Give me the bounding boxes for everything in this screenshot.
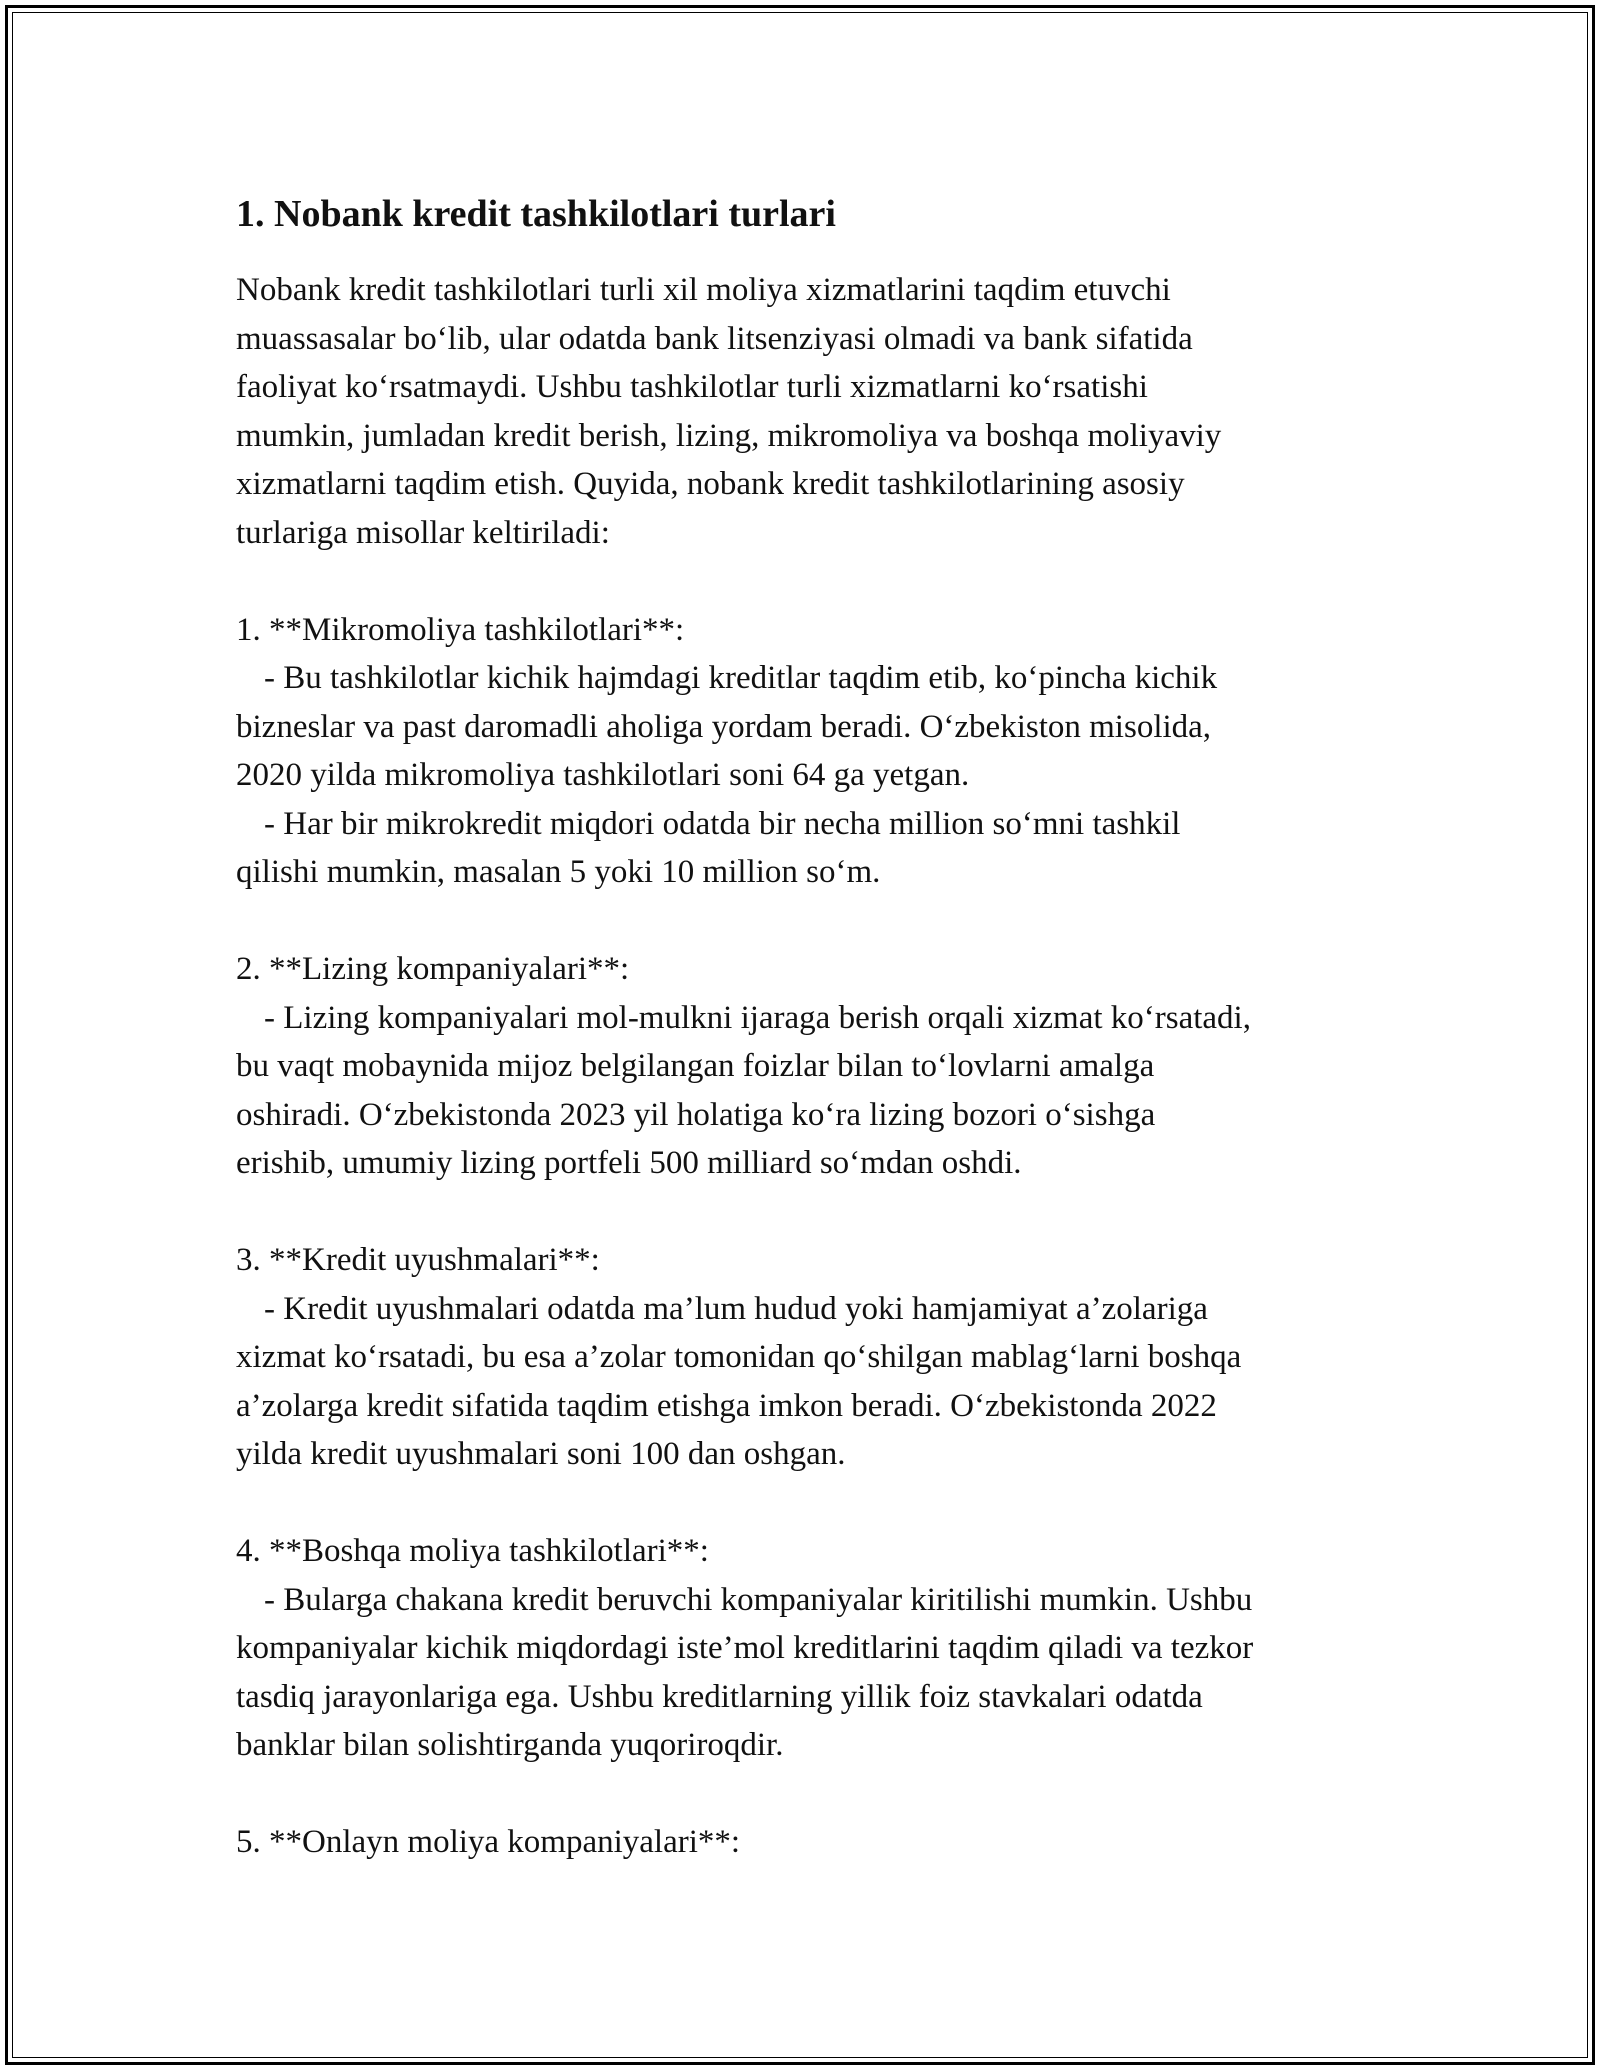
section-credit-unions bbox=[236, 1236, 1416, 1479]
section-line: xizmat ko‘rsatadi, bu esa a’zolar tomonidan qo‘shilgan mablag‘larni boshqa bbox=[236, 1339, 1242, 1375]
intro-line: turlariga misollar keltiriladi: bbox=[236, 514, 610, 551]
intro-paragraph bbox=[236, 266, 1416, 557]
section-microfinance bbox=[236, 606, 1416, 897]
section-line: kompaniyalar kichik miqdordagi iste’mol kreditlarini taqdim qiladi va tezkor bbox=[236, 1630, 1254, 1666]
section-line: - Bularga chakana kredit beruvchi kompaniyalar kiritilishi mumkin. Ushbu bbox=[264, 1581, 1253, 1618]
spacer bbox=[236, 1770, 1416, 1819]
section-line: banklar bilan solishtirganda yuqoriroqdir. bbox=[236, 1727, 784, 1763]
section-heading: 4. **Boshqa moliya tashkilotlari**: bbox=[236, 1533, 709, 1569]
document-body bbox=[236, 188, 1416, 1867]
section-line: oshiradi. O‘zbekistonda 2023 yil holatiga ko‘ra lizing bozori o‘sishga bbox=[236, 1096, 1156, 1133]
section-heading: 2. **Lizing kompaniyalari**: bbox=[236, 951, 630, 987]
intro-line: faoliyat ko‘rsatmaydi. Ushbu tashkilotlar turli xizmatlarni ko‘rsatishi bbox=[236, 369, 1148, 405]
section-line: - Lizing kompaniyalari mol-mulkni ijaraga berish orqali xizmat ko‘rsatadi, bbox=[264, 999, 1251, 1036]
section-line: bu vaqt mobaynida mijoz belgilangan foizlar bilan to‘lovlarni amalga bbox=[236, 1048, 1155, 1084]
spacer bbox=[236, 1479, 1416, 1528]
intro-line: mumkin, jumladan kredit berish, lizing, mikromoliya va boshqa moliyaviy bbox=[236, 417, 1222, 454]
document-title: 1. Nobank kredit tashkilotlari turlari bbox=[236, 193, 836, 235]
section-heading: 3. **Kredit uyushmalari**: bbox=[236, 1242, 600, 1278]
section-line: bizneslar va past daromadli aholiga yordam beradi. O‘zbekiston misolida, bbox=[236, 708, 1212, 745]
section-line: tasdiq jarayonlariga ega. Ushbu kreditlarning yillik foiz stavkalari odatda bbox=[236, 1678, 1203, 1715]
section-line: yilda kredit uyushmalari soni 100 dan oshgan. bbox=[236, 1436, 846, 1472]
section-other-finance bbox=[236, 1527, 1416, 1770]
spacer bbox=[236, 557, 1416, 606]
section-line: erishib, umumiy lizing portfeli 500 milliard so‘mdan oshdi. bbox=[236, 1145, 1022, 1181]
intro-line: xizmatlarni taqdim etish. Quyida, nobank kredit tashkilotlarining asosiy bbox=[236, 466, 1185, 502]
section-heading: 1. **Mikromoliya tashkilotlari**: bbox=[236, 611, 685, 648]
intro-line: muassasalar bo‘lib, ular odatda bank litsenziyasi olmadi va bank sifatida bbox=[236, 320, 1193, 357]
section-line: - Kredit uyushmalari odatda ma’lum hudud yoki hamjamiyat a’zolariga bbox=[264, 1290, 1208, 1327]
section-heading: 5. **Onlayn moliya kompaniyalari**: bbox=[236, 1824, 741, 1860]
section-leasing bbox=[236, 945, 1416, 1188]
intro-line: Nobank kredit tashkilotlari turli xil moliya xizmatlarini taqdim etuvchi bbox=[236, 272, 1171, 308]
section-online-finance bbox=[236, 1818, 1416, 1867]
section-line: - Bu tashkilotlar kichik hajmdagi kreditlar taqdim etib, ko‘pincha kichik bbox=[264, 660, 1218, 696]
section-line: - Har bir mikrokredit miqdori odatda bir necha million so‘mni tashkil bbox=[264, 805, 1181, 842]
spacer bbox=[236, 897, 1416, 946]
section-line: 2020 yilda mikromoliya tashkilotlari soni 64 ga yetgan. bbox=[236, 757, 970, 793]
section-line: a’zolarga kredit sifatida taqdim etishga imkon beradi. O‘zbekistonda 2022 bbox=[236, 1387, 1217, 1424]
section-line: qilishi mumkin, masalan 5 yoki 10 million so‘m. bbox=[236, 854, 881, 890]
spacer bbox=[236, 1188, 1416, 1237]
